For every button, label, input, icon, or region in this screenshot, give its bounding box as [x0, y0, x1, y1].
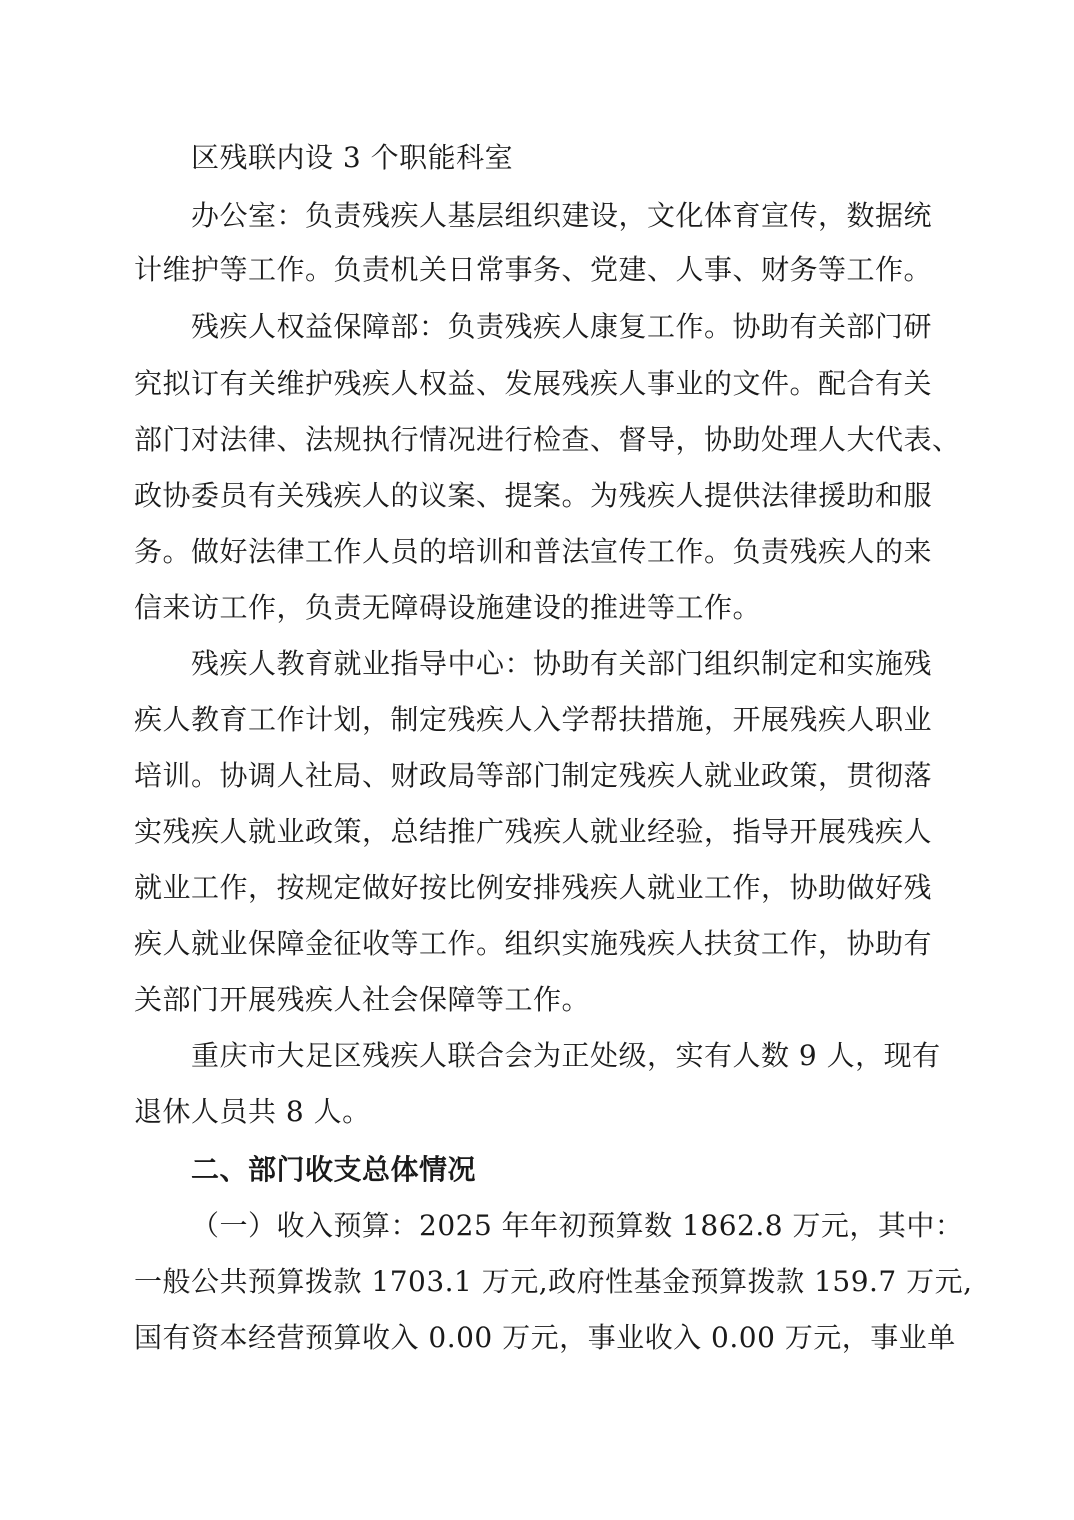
text-line: 残疾人教育就业指导中心：协助有关部门组织制定和实施残 [191, 647, 933, 680]
text-line: 政协委员有关残疾人的议案、提案。为残疾人提供法律援助和服 [134, 479, 933, 512]
text-line: 培训。协调人社局、财政局等部门制定残疾人就业政策，贯彻落 [134, 759, 933, 792]
text-line: 实残疾人就业政策，总结推广残疾人就业经验，指导开展残疾人 [134, 815, 933, 848]
text-line: 务。做好法律工作人员的培训和普法宣传工作。负责残疾人的来 [134, 535, 933, 568]
text-line: 疾人就业保障金征收等工作。组织实施残疾人扶贫工作，协助有 [134, 927, 933, 960]
text-line: 疾人教育工作计划，制定残疾人入学帮扶措施，开展残疾人职业 [134, 703, 933, 736]
text-line: 重庆市大足区残疾人联合会为正处级，实有人数 9 人，现有 [191, 1039, 941, 1072]
text-line: 办公室：负责残疾人基层组织建设，文化体育宣传，数据统 [191, 199, 933, 232]
section-heading: 二、部门收支总体情况 [191, 1153, 477, 1186]
text-line: 就业工作，按规定做好按比例安排残疾人就业工作，协助做好残 [134, 871, 933, 904]
text-line: 究拟订有关维护残疾人权益、发展残疾人事业的文件。配合有关 [134, 367, 933, 400]
text-line: 国有资本经营预算收入 0.00 万元，事业收入 0.00 万元，事业单 [134, 1321, 956, 1354]
text-line: 部门对法律、法规执行情况进行检查、督导，协助处理人大代表、 [134, 423, 961, 456]
text-line: 关部门开展残疾人社会保障等工作。 [134, 983, 591, 1016]
text-line: 退休人员共 8 人。 [134, 1095, 371, 1128]
text-line: 区残联内设 3 个职能科室 [191, 141, 514, 174]
text-line: （一）收入预算：2025 年年初预算数 1862.8 万元，其中： [191, 1209, 964, 1242]
text-line: 信来访工作，负责无障碍设施建设的推进等工作。 [134, 591, 762, 624]
text-line: 一般公共预算拨款 1703.1 万元,政府性基金预算拨款 159.7 万元, [134, 1265, 973, 1298]
text-line: 残疾人权益保障部：负责残疾人康复工作。协助有关部门研 [191, 310, 933, 343]
text-line: 计维护等工作。负责机关日常事务、党建、人事、财务等工作。 [134, 253, 933, 286]
